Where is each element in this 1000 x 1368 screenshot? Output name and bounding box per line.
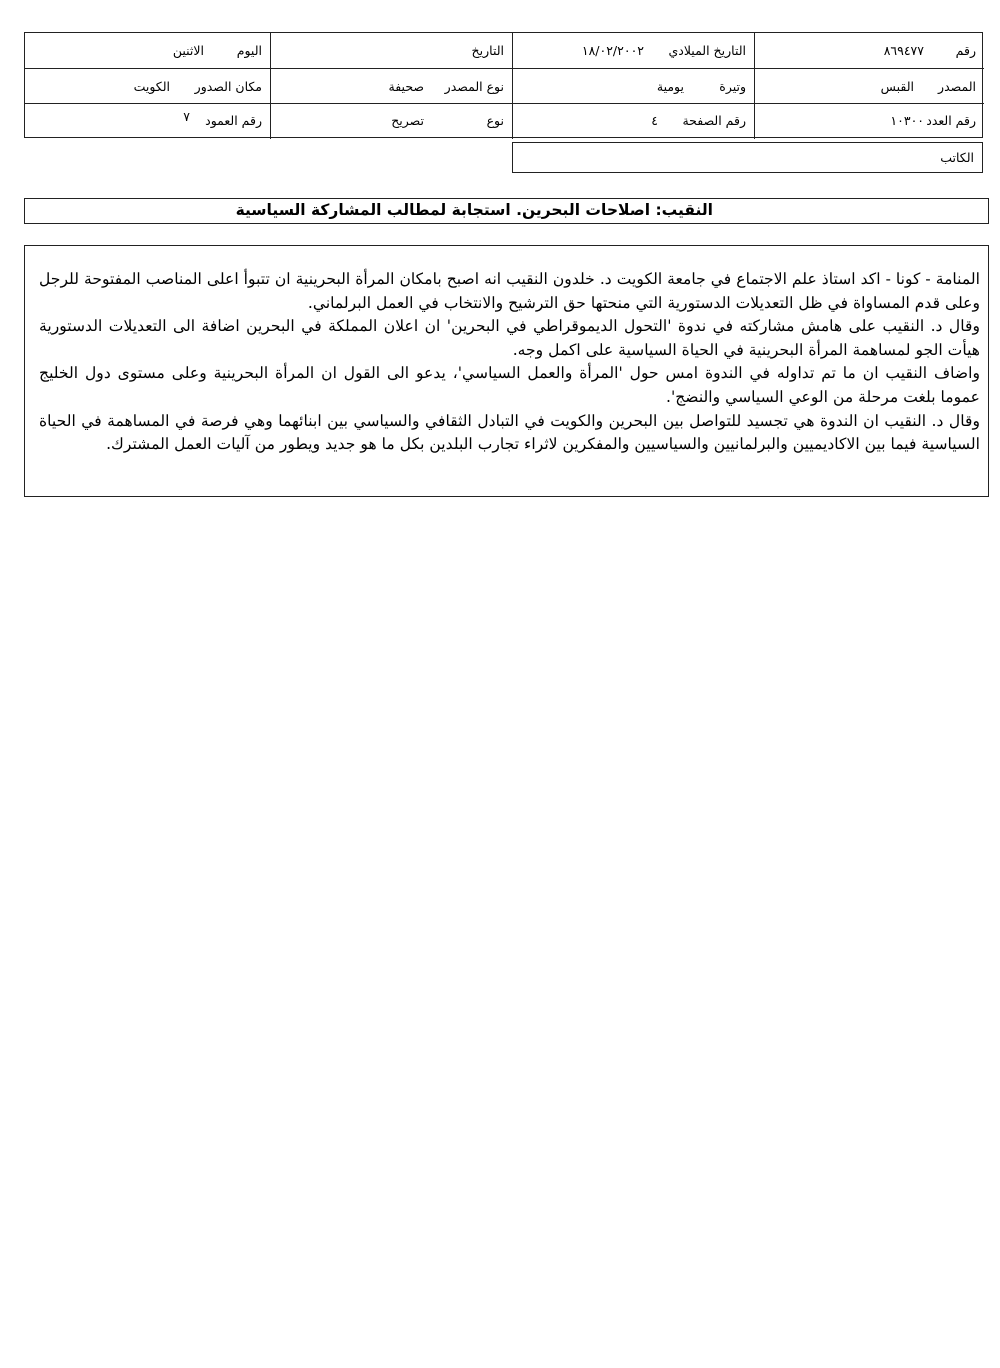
- day-label: اليوم: [236, 43, 262, 58]
- type-cell: [271, 104, 513, 139]
- source-label: المصدر: [938, 79, 976, 94]
- article-paragraph: وقال د. النقيب على هامش مشاركته في ندوة 'التحول الديموقراطي في البحرين' ان اعلان المملكة في البحرين اضافة الى التعديلات الدستورية هيأت الجو لمساهمة المرأة البحرينية في الحياة السياسية على اكمل وجه.: [39, 317, 980, 359]
- article-body: [24, 245, 989, 497]
- column-number-value: ٧: [183, 109, 190, 124]
- day-value: الاثنين: [172, 43, 204, 58]
- source-type-value: صحيفة: [388, 79, 424, 94]
- issue-place-label: مكان الصدور: [194, 79, 262, 94]
- article-paragraph: المنامة - كونا - اكد استاذ علم الاجتماع في جامعة الكويت د. خلدون النقيب انه اصبح بامكان المرأة البحرينية ان تتبوأ اعلى المناصب المفتوحة للرجل وعلى قدم المساواة في ظل التعديلات الدستورية التي منحتها حق الترشيح والانتخاب في العمل البرلماني.: [39, 270, 980, 312]
- source-type-cell: [271, 69, 513, 104]
- writer-label: الكاتب: [940, 150, 974, 165]
- article-title: النقيب: اصلاحات البحرين. استجابة لمطالب المشاركة السياسية: [235, 201, 713, 219]
- source-value: القبس: [880, 79, 914, 94]
- frequency-cell: [513, 69, 755, 104]
- issue-number-label: رقم العدد: [926, 113, 976, 128]
- type-value: تصريح: [391, 113, 424, 128]
- issue-number-cell: [755, 104, 984, 139]
- gregorian-date-label: التاريخ الميلادي: [668, 43, 746, 58]
- date-cell: [271, 33, 513, 69]
- gregorian-date-value: ١٨/٠٢/٢٠٠٢: [581, 43, 644, 58]
- number-label: رقم: [955, 43, 976, 58]
- type-label: نوع: [486, 113, 504, 128]
- number-value: ٨٦٩٤٧٧: [883, 43, 924, 58]
- issue-place-value: الكويت: [133, 79, 170, 94]
- frequency-value: يومية: [656, 79, 684, 94]
- number-cell: [755, 33, 984, 69]
- article-title-box: [24, 198, 989, 224]
- frequency-label: وتيرة: [719, 79, 746, 94]
- column-number-label: رقم العمود: [205, 113, 262, 128]
- article-paragraph: وقال د. النقيب ان الندوة هي تجسيد للتواصل بين البحرين والكويت في التبادل الثقافي والسياسي بين ابنائهما وهي فرصة في المساهمة في الحياة السياسية فيما بين الاكاديميين والبرلمانيين والسياسيين والمفكرين لاثراء تجارب البلدين بكل ما هو جديد ويطور من آليات العمل المشترك.: [39, 411, 980, 454]
- source-type-label: نوع المصدر: [444, 79, 504, 94]
- page-number-cell: [513, 104, 755, 139]
- date-label: التاريخ: [471, 43, 504, 58]
- page-number-value: ٤: [651, 113, 658, 128]
- gregorian-date-cell: [513, 33, 755, 69]
- day-cell: [25, 33, 271, 69]
- article-paragraph: واضاف النقيب ان ما تم تداوله في الندوة امس حول 'المرأة والعمل السياسي'، يدعو الى القول ان المرأة البحرينية وعلى مستوى دول الخليج عموما بلغت مرحلة من الوعي السياسي والنضج'.: [39, 364, 980, 406]
- issue-place-cell: [25, 69, 271, 104]
- metadata-table: [24, 32, 983, 138]
- column-number-cell: [25, 104, 271, 139]
- source-cell: [755, 69, 984, 104]
- issue-number-value: ١٠٣٠٠: [890, 113, 924, 128]
- page-number-label: رقم الصفحة: [682, 113, 746, 128]
- writer-field: [512, 142, 983, 173]
